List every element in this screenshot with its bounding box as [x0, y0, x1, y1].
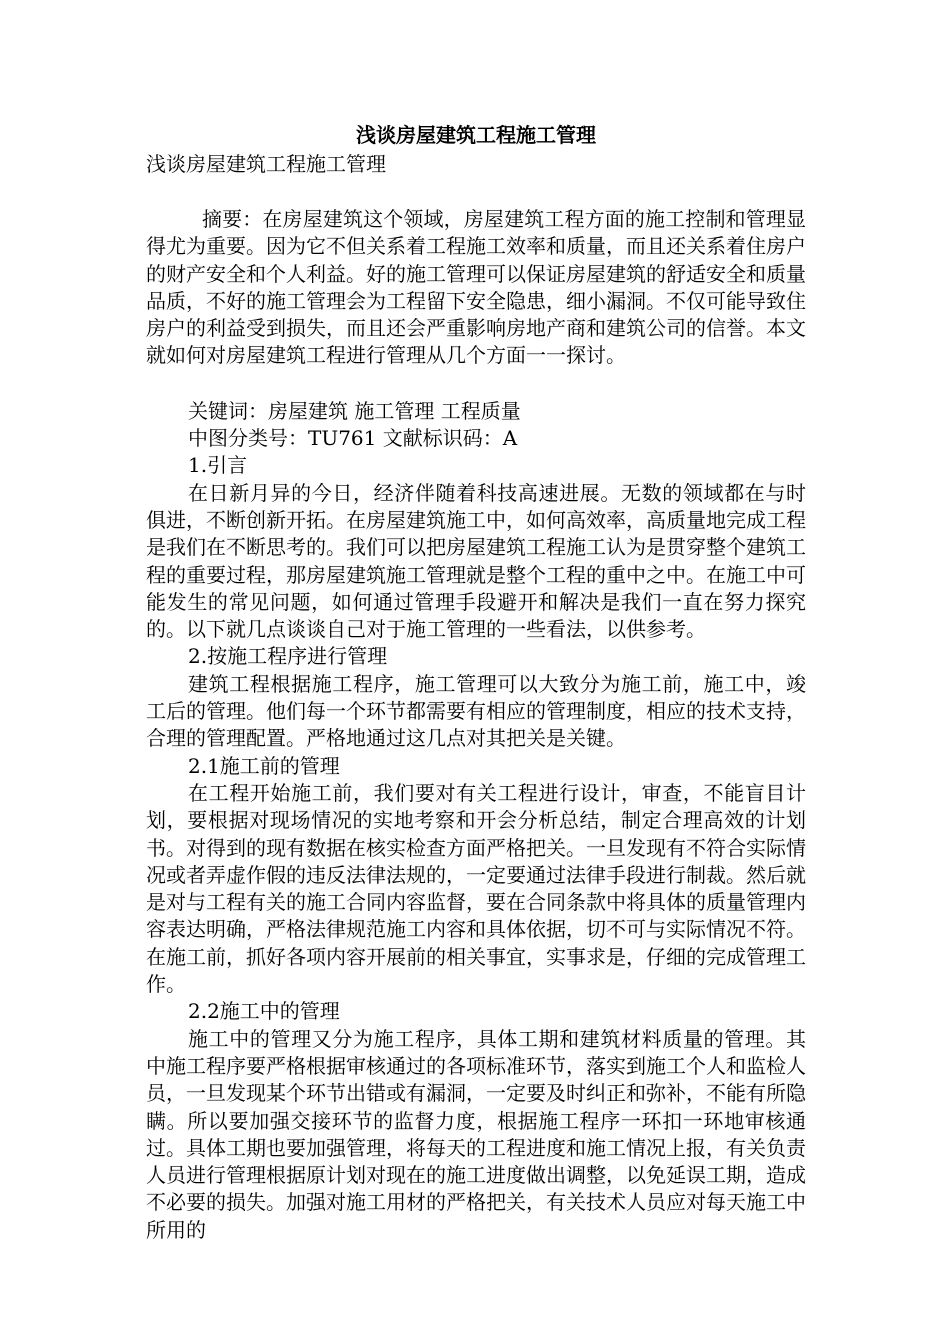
section-body-introduction: 在日新月异的今日，经济伴随着科技高速进展。无数的领域都在与时俱进，不断创新开拓。在房屋建筑施工中，如何高效率，高质量地完成工程是我们在不断思考的。我们可以把房屋建筑工程施工认为是贯穿整个建筑工程的重要过程，那房屋建筑施工管理就是整个工程的重中之中。在施工中可能发生的常见问题，如何通过管理手段避开和解决是我们一直在努力探究的。以下就几点谈谈自己对于施工管理的一些看法，以供参考。	[146, 480, 806, 642]
section-heading-pre-construction: 2.1施工前的管理	[188, 753, 340, 778]
section-heading-procedure: 2.按施工程序进行管理	[188, 644, 388, 669]
document-title: 浅谈房屋建筑工程施工管理	[356, 123, 596, 147]
document-subtitle: 浅谈房屋建筑工程施工管理	[146, 152, 386, 176]
abstract-paragraph: 摘要：在房屋建筑这个领域，房屋建筑工程方面的施工控制和管理显得尤为重要。因为它不但关系着工程施工效率和质量，而且还关系着住房户的财产安全和个人利益。好的施工管理可以保证房屋建筑的舒适安全和质量品质，不好的施工管理会为工程留下安全隐患，细小漏洞。不仅可能导致住房户的利益受到损失，而且还会严重影响房地产商和建筑公司的信誉。本文就如何对房屋建筑工程进行管理从几个方面一一探讨。	[146, 207, 806, 368]
classification-line: 中图分类号：TU761 文献标识码：A	[188, 426, 518, 451]
blank-line	[146, 178, 806, 206]
section-heading-during-construction: 2.2施工中的管理	[188, 999, 340, 1024]
section-body-during-construction: 施工中的管理又分为施工程序，具体工期和建筑材料质量的管理。其中施工程序要严格根据审核通过的各项标准环节，落实到施工个人和监检人员，一旦发现某个环节出错或有漏洞，一定要及时纠正和弥补，不能有所隐瞒。所以要加强交接环节的监督力度，根据施工程序一环扣一环地审核通过。具体工期也要加强管理，将每天的工程进度和施工情况上报，有关负责人员进行管理根据原计划对现在的施工进度做出调整，以免延误工期，造成不必要的损失。加强对施工用材的严格把关，有关技术人员应对每天施工中所用的	[146, 1026, 806, 1242]
keywords-line: 关键词：房屋建筑 施工管理 工程质量	[188, 398, 521, 423]
section-body-pre-construction: 在工程开始施工前，我们要对有关工程进行设计，审查，不能盲目计划，要根据对现场情况的实地考察和开会分析总结，制定合理高效的计划书。对得到的现有数据在核实检查方面严格把关。一旦发现有不符合实际情况或者弄虚作假的违反法律法规的，一定要通过法律手段进行制裁。然后就是对与工程有关的施工合同内容监督，要在合同条款中将具体的质量管理内容表达明确，严格法律规范施工内容和具体依据，切不可与实际情况不符。在施工前，抓好各项内容开展前的相关事宜，实事求是，仔细的完成管理工作。	[146, 780, 806, 997]
document-page	[146, 120, 806, 1244]
section-heading-introduction: 1.引言	[188, 453, 248, 478]
blank-line	[146, 370, 806, 398]
section-body-procedure: 建筑工程根据施工程序，施工管理可以大致分为施工前，施工中，竣工后的管理。他们每一个环节都需要有相应的管理制度，相应的技术支持，合理的管理配置。严格地通过这几点对其把关是关键。	[146, 671, 806, 751]
